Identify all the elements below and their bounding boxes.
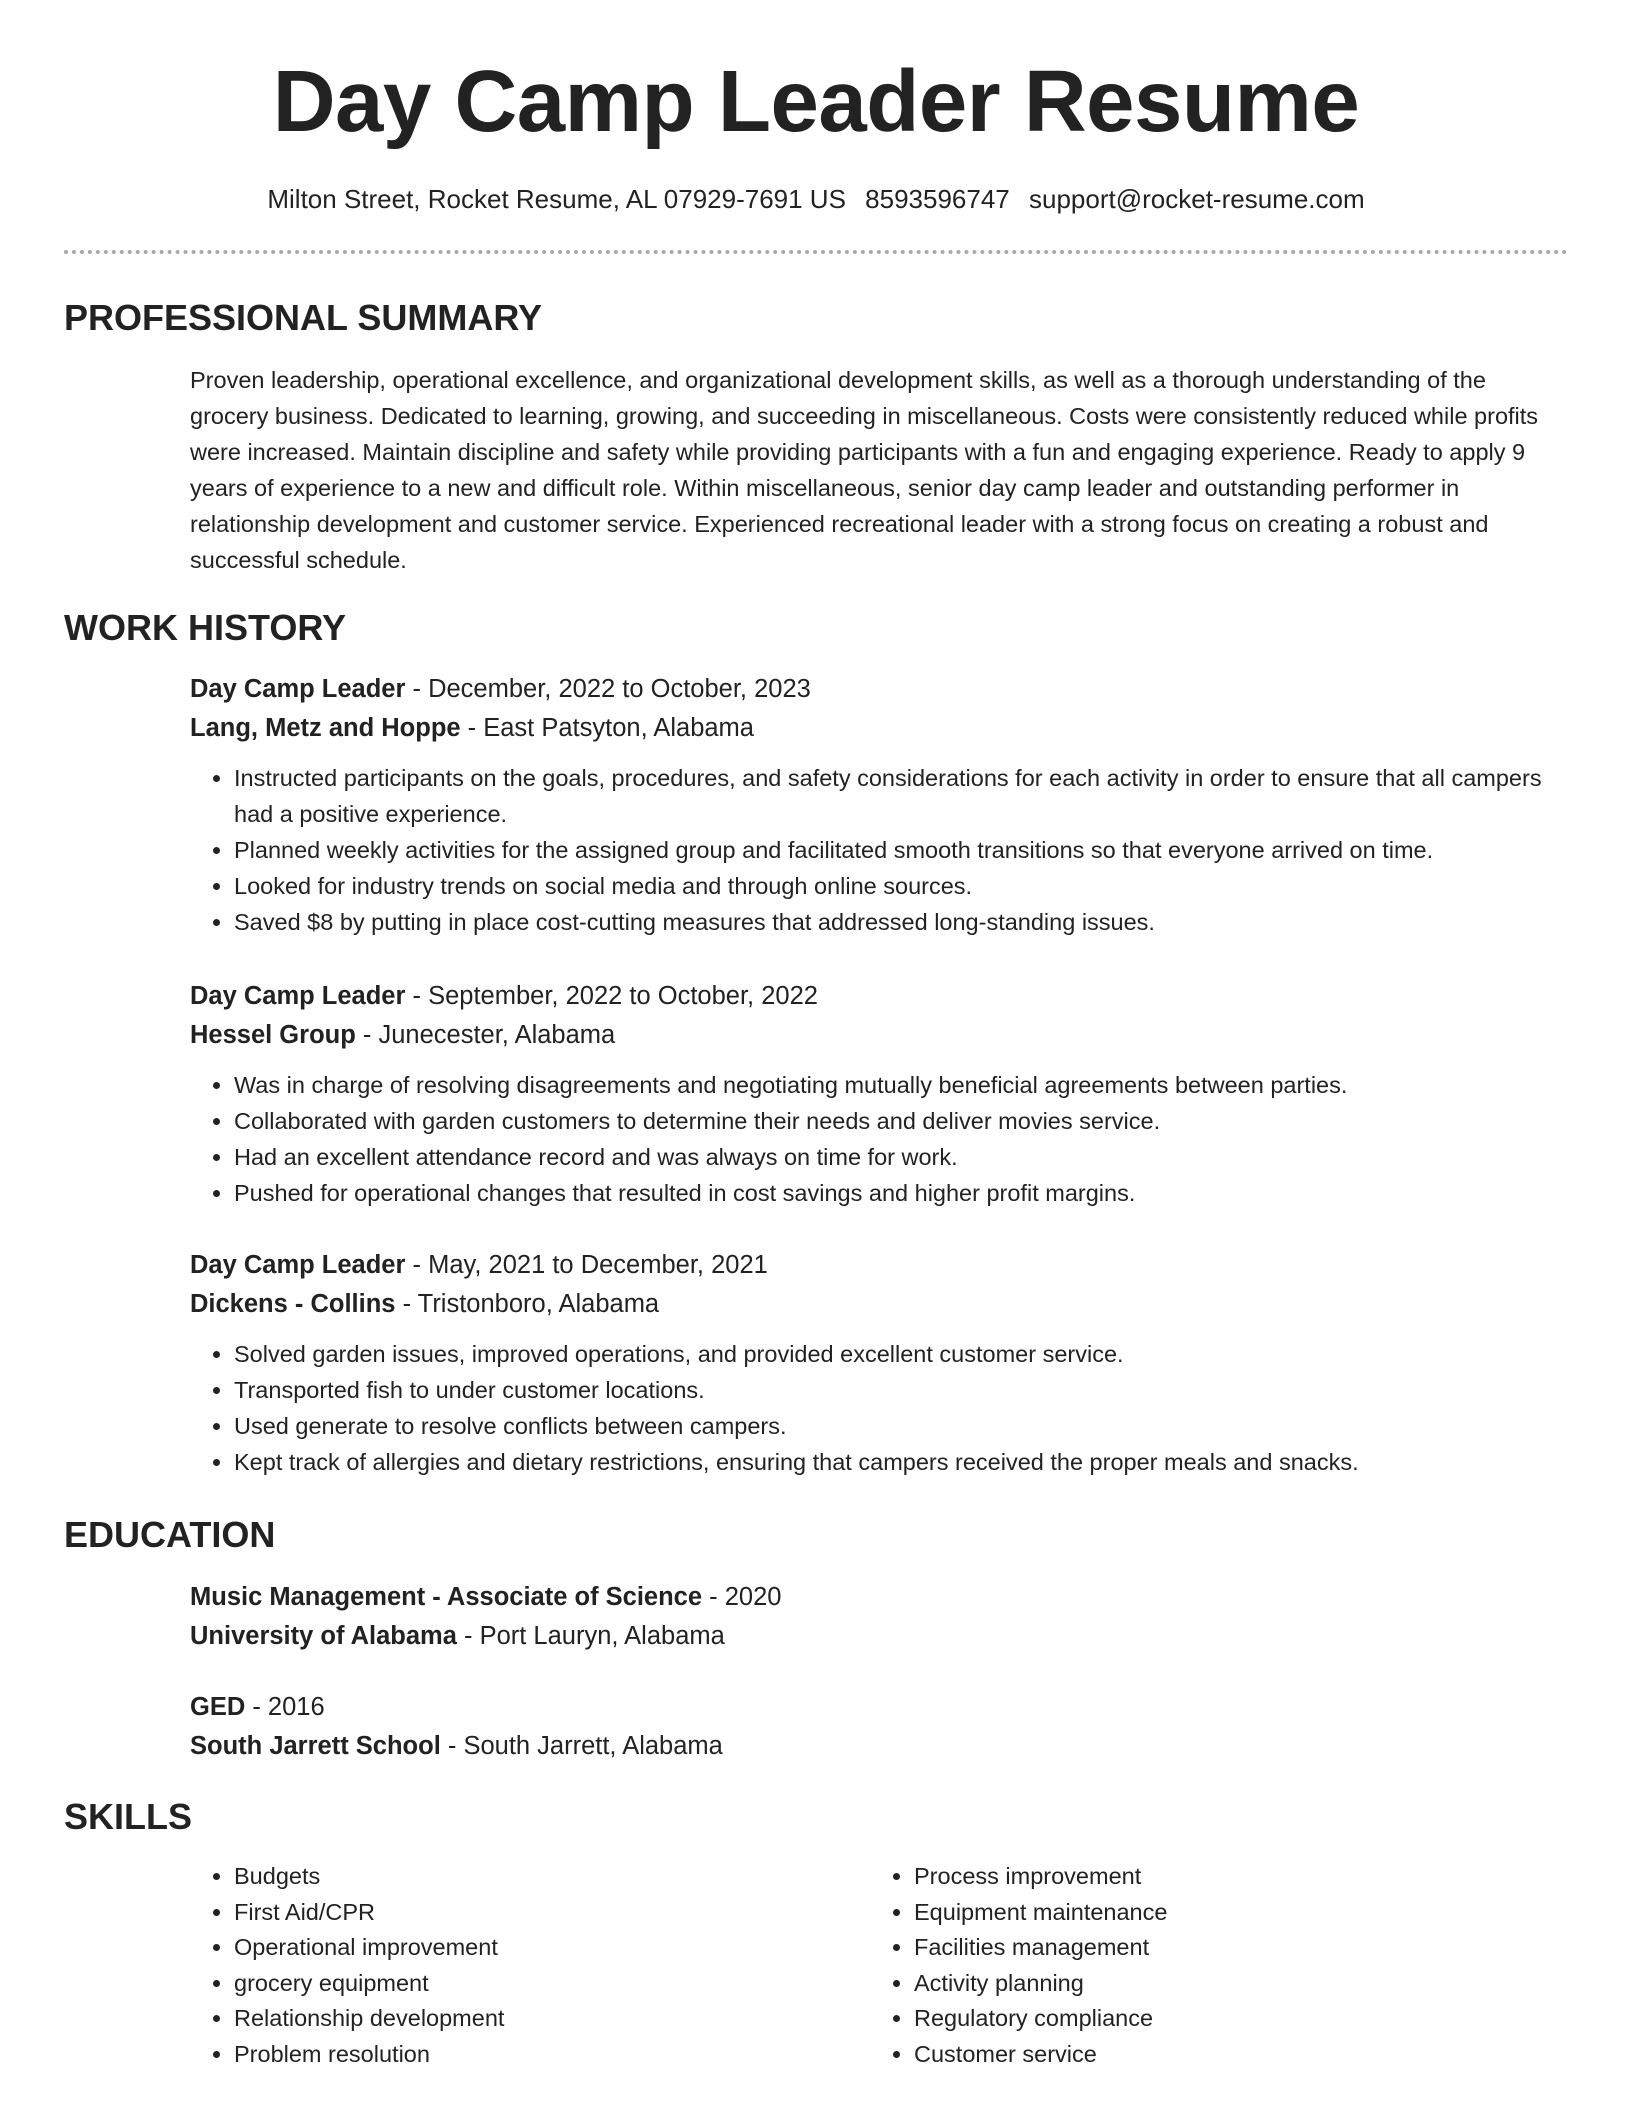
skill-item: • Regulatory compliance <box>914 2001 1470 2037</box>
job-bullet: • Kept track of allergies and dietary restrictions, ensuring that campers received the proper meals and snacks. <box>234 1444 1570 1480</box>
school: University of Alabama <box>190 1622 457 1650</box>
skills-right-column <box>870 1859 1470 2072</box>
contact-phone: 8593596747 <box>865 184 1010 214</box>
job-title-line <box>190 670 1570 709</box>
skills-heading: SKILLS <box>64 1796 193 1837</box>
degree-year: - 2016 <box>245 1693 325 1721</box>
job-company-line <box>190 1016 1570 1055</box>
job-bullets <box>190 1336 1570 1480</box>
job-dates: - May, 2021 to December, 2021 <box>405 1251 768 1279</box>
skill-item: • Budgets <box>234 1859 790 1895</box>
job-dates: - September, 2022 to October, 2022 <box>405 982 818 1010</box>
job-bullets <box>190 1067 1570 1211</box>
job-title-line <box>190 977 1570 1016</box>
job-entry <box>190 977 1570 1211</box>
school-location: - Port Lauryn, Alabama <box>456 1622 725 1650</box>
job-location: - Tristonboro, Alabama <box>395 1290 660 1318</box>
header-divider <box>64 250 1568 254</box>
job-company: Dickens - Collins <box>190 1290 396 1318</box>
job-location: - East Patsyton, Alabama <box>460 714 754 742</box>
job-title: Day Camp Leader <box>190 1251 406 1279</box>
job-bullet: • Instructed participants on the goals, procedures, and safety considerations for each activity in order to ensure that all campers had a positive experience. <box>234 760 1570 832</box>
job-bullet: • Saved $8 by putting in place cost-cutting measures that addressed long-standing issues. <box>234 904 1570 940</box>
school-line <box>190 1617 1570 1656</box>
degree: Music Management - Associate of Science <box>190 1583 703 1611</box>
job-entry <box>190 1246 1570 1480</box>
summary-text: Proven leadership, operational excellence, and organizational development skills, as well as a thorough understanding of the grocery business. Dedicated to learning, growing, and succeeding in miscellaneous. Costs were consistently reduced while profits were increased. Maintain discipline and safety while providing participants with a fun and engaging experience. Ready to apply 9 years of experience to a new and difficult role. Within miscellaneous, senior day camp leader and outstanding performer in relationship development and customer service. Experienced recreational leader with a strong focus on creating a robust and successful schedule. <box>190 367 1539 573</box>
education-heading: EDUCATION <box>64 1514 276 1555</box>
job-bullet: • Transported fish to under customer locations. <box>234 1372 1570 1408</box>
school-line <box>190 1727 1570 1766</box>
job-location: - Junecester, Alabama <box>355 1021 616 1049</box>
job-bullet: • Was in charge of resolving disagreements and negotiating mutually beneficial agreements between parties. <box>234 1067 1570 1103</box>
skill-item: • First Aid/CPR <box>234 1895 790 1931</box>
skill-item: • Process improvement <box>914 1859 1470 1895</box>
job-company: Hessel Group <box>190 1021 356 1049</box>
skill-item: • Operational improvement <box>234 1930 790 1966</box>
summary-heading: PROFESSIONAL SUMMARY <box>64 297 543 338</box>
contact-address: Milton Street, Rocket Resume, AL 07929-7691 US <box>267 184 846 214</box>
degree: GED <box>190 1693 246 1721</box>
job-bullet: • Pushed for operational changes that resulted in cost savings and higher profit margins. <box>234 1175 1570 1211</box>
skills-left-column <box>190 1859 790 2072</box>
skill-item: • Activity planning <box>914 1966 1470 2002</box>
degree-line <box>190 1688 1570 1727</box>
job-bullet: • Planned weekly activities for the assigned group and facilitated smooth transitions so that everyone arrived on time. <box>234 832 1570 868</box>
work-history-heading: WORK HISTORY <box>64 607 347 648</box>
skill-item: • grocery equipment <box>234 1966 790 2002</box>
school: South Jarrett School <box>190 1732 441 1760</box>
job-entry <box>190 670 1570 940</box>
job-bullet: • Collaborated with garden customers to determine their needs and deliver movies service. <box>234 1103 1570 1139</box>
education-entry <box>190 1578 1570 1656</box>
degree-year: - 2020 <box>702 1583 782 1611</box>
job-bullet: • Looked for industry trends on social media and through online sources. <box>234 868 1570 904</box>
job-bullet: • Had an excellent attendance record and was always on time for work. <box>234 1139 1570 1175</box>
summary-section <box>190 362 1570 578</box>
education-entry <box>190 1688 1570 1766</box>
job-bullet: • Used generate to resolve conflicts between campers. <box>234 1408 1570 1444</box>
job-company-line <box>190 1285 1570 1324</box>
degree-line <box>190 1578 1570 1617</box>
skill-item: • Problem resolution <box>234 2037 790 2073</box>
skills-list <box>870 1859 1470 2072</box>
skill-item: • Relationship development <box>234 2001 790 2037</box>
school-location: - South Jarrett, Alabama <box>440 1732 723 1760</box>
resume-title: Day Camp Leader Resume <box>272 53 1360 150</box>
job-bullets <box>190 760 1570 940</box>
job-title: Day Camp Leader <box>190 982 406 1010</box>
skill-item: • Customer service <box>914 2037 1470 2073</box>
job-title-line <box>190 1246 1570 1285</box>
contact-line <box>0 182 1632 216</box>
skill-item: • Facilities management <box>914 1930 1470 1966</box>
job-company: Lang, Metz and Hoppe <box>190 714 461 742</box>
skill-item: • Equipment maintenance <box>914 1895 1470 1931</box>
job-bullet: • Solved garden issues, improved operations, and provided excellent customer service. <box>234 1336 1570 1372</box>
job-company-line <box>190 709 1570 748</box>
skills-list <box>190 1859 790 2072</box>
contact-email: support@rocket-resume.com <box>1029 184 1365 214</box>
job-title: Day Camp Leader <box>190 675 406 703</box>
job-dates: - December, 2022 to October, 2023 <box>405 675 811 703</box>
